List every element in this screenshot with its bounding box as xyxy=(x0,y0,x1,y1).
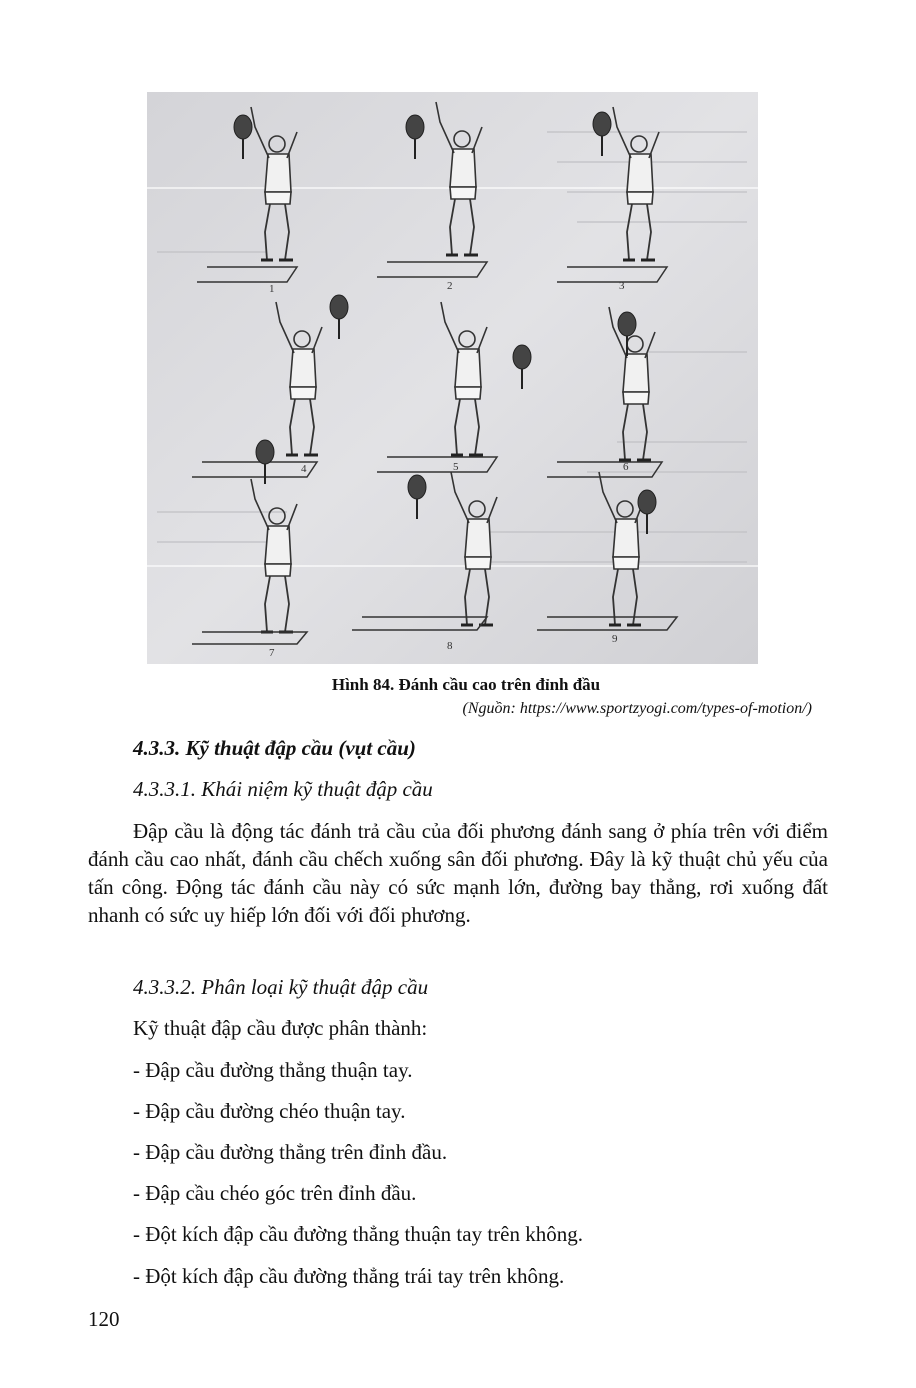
concept-paragraph: Đập cầu là động tác đánh trả cầu của đối phương đánh sang ở phía trên với điểm đánh cầu cao nhất, đánh cầu chếch xuống sân đối phương. Đây là kỹ thuật chủ yếu của tấn công. Động tác đánh cầu này có sức mạnh lớn, đường bay thẳng, rơi xuống đất nhanh có sức uy hiếp lớn đối với đối phương. xyxy=(88,819,828,927)
figure-image xyxy=(147,92,758,664)
list-item: - Đập cầu chéo góc trên đỉnh đầu. xyxy=(133,1181,417,1205)
subsection-heading-concept: 4.3.3.1. Khái niệm kỹ thuật đập cầu xyxy=(133,777,433,801)
frame-number: 2 xyxy=(447,280,453,292)
frame-number: 9 xyxy=(612,633,618,645)
section-heading: 4.3.3. Kỹ thuật đập cầu (vụt cầu) xyxy=(133,736,416,760)
frame-number: 8 xyxy=(447,640,453,652)
list-item: - Đột kích đập cầu đường thẳng trái tay trên không. xyxy=(133,1264,565,1288)
list-item: - Đập cầu đường chéo thuận tay. xyxy=(133,1099,406,1123)
page-number: 120 xyxy=(88,1307,120,1331)
frame-number: 1 xyxy=(269,283,275,295)
classification-intro: Kỹ thuật đập cầu được phân thành: xyxy=(133,1016,428,1040)
list-item: - Đột kích đập cầu đường thẳng thuận tay trên không. xyxy=(133,1222,583,1246)
figure-source: (Nguồn: https://www.sportzyogi.com/types-of-motion/) xyxy=(462,700,812,717)
motion-sequence-illustration xyxy=(147,92,758,664)
list-item: - Đập cầu đường thẳng thuận tay. xyxy=(133,1058,413,1082)
figure-caption: Hình 84. Đánh cầu cao trên đỉnh đầu xyxy=(331,675,601,694)
frame-number: 3 xyxy=(619,280,625,292)
frame-number: 6 xyxy=(623,461,629,473)
list-item: - Đập cầu đường thẳng trên đỉnh đầu. xyxy=(133,1140,448,1164)
frame-number: 7 xyxy=(269,647,275,659)
subsection-heading-classification: 4.3.3.2. Phân loại kỹ thuật đập cầu xyxy=(133,975,429,999)
frame-number: 4 xyxy=(301,463,307,475)
frame-number: 5 xyxy=(453,461,459,473)
